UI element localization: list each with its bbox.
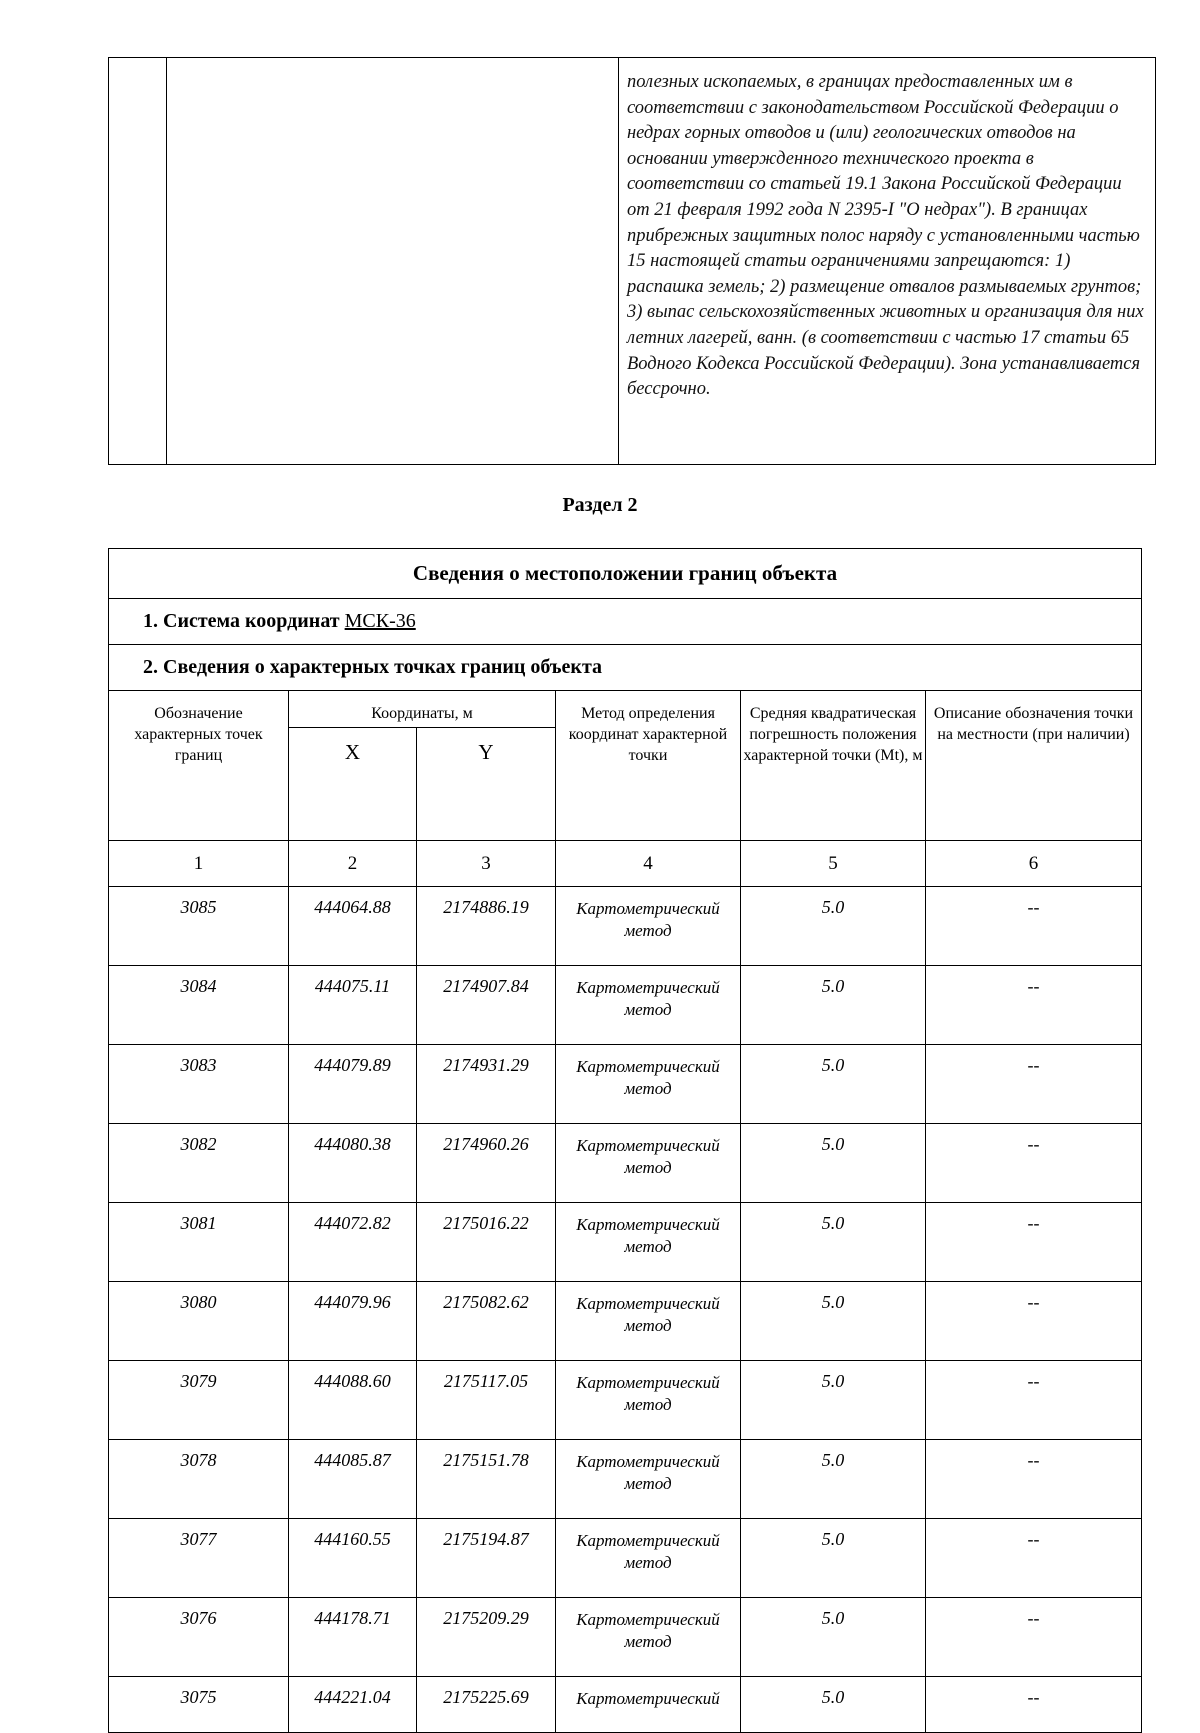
column-number: 3 — [417, 841, 556, 887]
x-cell: 444079.96 — [289, 1282, 417, 1361]
description-cell: -- — [926, 887, 1142, 966]
x-cell: 444075.11 — [289, 966, 417, 1045]
y-cell: 2175209.29 — [417, 1598, 556, 1677]
method-cell: Картометрический метод — [556, 1124, 741, 1203]
table-title-row — [109, 549, 1142, 599]
y-cell: 2174931.29 — [417, 1045, 556, 1124]
x-cell: 444160.55 — [289, 1519, 417, 1598]
method-cell: Картометрический метод — [556, 1598, 741, 1677]
description-cell: -- — [926, 1203, 1142, 1282]
header-y: Y — [417, 728, 556, 841]
point-cell: 3077 — [109, 1519, 289, 1598]
table-row — [109, 1124, 1142, 1203]
table-row — [109, 1440, 1142, 1519]
table-cell — [167, 58, 619, 465]
column-number: 4 — [556, 841, 741, 887]
description-cell: -- — [926, 1045, 1142, 1124]
y-cell: 2175151.78 — [417, 1440, 556, 1519]
x-cell: 444178.71 — [289, 1598, 417, 1677]
error-cell: 5.0 — [741, 966, 926, 1045]
error-cell: 5.0 — [741, 1203, 926, 1282]
header-coordinates: Координаты, м — [289, 691, 556, 728]
y-cell: 2175016.22 — [417, 1203, 556, 1282]
y-cell: 2175225.69 — [417, 1677, 556, 1733]
points-heading-row — [109, 645, 1142, 691]
description-cell: -- — [926, 1440, 1142, 1519]
point-cell: 3078 — [109, 1440, 289, 1519]
point-cell: 3084 — [109, 966, 289, 1045]
x-cell: 444079.89 — [289, 1045, 417, 1124]
section-heading: Раздел 2 — [562, 494, 638, 516]
y-cell: 2174907.84 — [417, 966, 556, 1045]
coord-system-label: 1. Система координат — [143, 610, 340, 632]
description-cell: -- — [926, 1282, 1142, 1361]
y-cell: 2175117.05 — [417, 1361, 556, 1440]
point-cell: 3075 — [109, 1677, 289, 1733]
points-heading: 2. Сведения о характерных точках границ объекта — [109, 645, 1142, 691]
error-cell: 5.0 — [741, 1677, 926, 1733]
description-cell: -- — [926, 1361, 1142, 1440]
method-cell: Картометрический метод — [556, 887, 741, 966]
x-cell: 444064.88 — [289, 887, 417, 966]
header-method: Метод определения координат характерной точки — [556, 691, 741, 841]
table-cell — [619, 58, 1156, 465]
method-cell: Картометрический — [556, 1677, 741, 1733]
method-cell: Картометрический метод — [556, 966, 741, 1045]
error-cell: 5.0 — [741, 1045, 926, 1124]
error-cell: 5.0 — [741, 1519, 926, 1598]
y-cell: 2174886.19 — [417, 887, 556, 966]
table-row — [109, 887, 1142, 966]
error-cell: 5.0 — [741, 887, 926, 966]
column-numbers-row — [109, 841, 1142, 887]
method-cell: Картометрический метод — [556, 1045, 741, 1124]
method-cell: Картометрический метод — [556, 1282, 741, 1361]
continued-table — [108, 57, 1156, 465]
method-cell: Картометрический метод — [556, 1203, 741, 1282]
method-cell: Картометрический метод — [556, 1519, 741, 1598]
table-row — [109, 58, 1156, 465]
table-row — [109, 1203, 1142, 1282]
column-number: 1 — [109, 841, 289, 887]
point-cell: 3080 — [109, 1282, 289, 1361]
table-title: Сведения о местоположении границ объекта — [109, 549, 1142, 599]
error-cell: 5.0 — [741, 1361, 926, 1440]
error-cell: 5.0 — [741, 1124, 926, 1203]
y-cell: 2174960.26 — [417, 1124, 556, 1203]
point-cell: 3079 — [109, 1361, 289, 1440]
header-x: X — [289, 728, 417, 841]
column-number: 2 — [289, 841, 417, 887]
table-row — [109, 1282, 1142, 1361]
error-cell: 5.0 — [741, 1282, 926, 1361]
x-cell: 444085.87 — [289, 1440, 417, 1519]
x-cell: 444072.82 — [289, 1203, 417, 1282]
description-cell: -- — [926, 1519, 1142, 1598]
y-cell: 2175194.87 — [417, 1519, 556, 1598]
table-row — [109, 1361, 1142, 1440]
header-designation: Обозначение характерных точек границ — [109, 691, 289, 841]
point-cell: 3076 — [109, 1598, 289, 1677]
restriction-text: полезных ископаемых, в границах предоставленных им в соответствии с законодательством Российской Федерации о недрах горных отводов и (или) геологических отводов на основании утвержденного технического проекта в соответствии со статьей 19.1 Закона Российской Федерации от 21 февраля 1992 года N 2395-I "О недрах"). В границах прибрежных защитных полос наряду с установленными частью 15 настоящей статьи ограничениями запрещаются: 1) распашка земель; 2) размещение отвалов размываемых грунтов; 3) выпас сельскохозяйственных животных и организация для них летних лагерей, ванн. (в соответствии с частью 17 статьи 65 Водного Кодекса Российской Федерации). Зона устанавливается бессрочно. — [627, 72, 1144, 400]
description-cell: -- — [926, 1598, 1142, 1677]
x-cell: 444080.38 — [289, 1124, 417, 1203]
table-row — [109, 1045, 1142, 1124]
coord-system-row — [109, 599, 1142, 645]
table-cell — [109, 58, 167, 465]
header-description: Описание обозначения точки на местности (при наличии) — [926, 691, 1142, 841]
header-row — [109, 691, 1142, 728]
coord-system-value: МСК-36 — [344, 610, 416, 632]
column-number: 5 — [741, 841, 926, 887]
error-cell: 5.0 — [741, 1598, 926, 1677]
coord-system-cell — [109, 599, 1142, 645]
table-row — [109, 1677, 1142, 1733]
error-cell: 5.0 — [741, 1440, 926, 1519]
point-cell: 3081 — [109, 1203, 289, 1282]
description-cell: -- — [926, 966, 1142, 1045]
table-row — [109, 966, 1142, 1045]
x-cell: 444088.60 — [289, 1361, 417, 1440]
table-row — [109, 1519, 1142, 1598]
table-row — [109, 1598, 1142, 1677]
method-cell: Картометрический метод — [556, 1440, 741, 1519]
point-cell: 3085 — [109, 887, 289, 966]
column-number: 6 — [926, 841, 1142, 887]
description-cell: -- — [926, 1677, 1142, 1733]
point-cell: 3082 — [109, 1124, 289, 1203]
y-cell: 2175082.62 — [417, 1282, 556, 1361]
x-cell: 444221.04 — [289, 1677, 417, 1733]
point-cell: 3083 — [109, 1045, 289, 1124]
boundary-points-table — [108, 548, 1142, 1733]
description-cell: -- — [926, 1124, 1142, 1203]
method-cell: Картометрический метод — [556, 1361, 741, 1440]
header-error: Средняя квадратическая погрешность положения характерной точки (Mt), м — [741, 691, 926, 841]
